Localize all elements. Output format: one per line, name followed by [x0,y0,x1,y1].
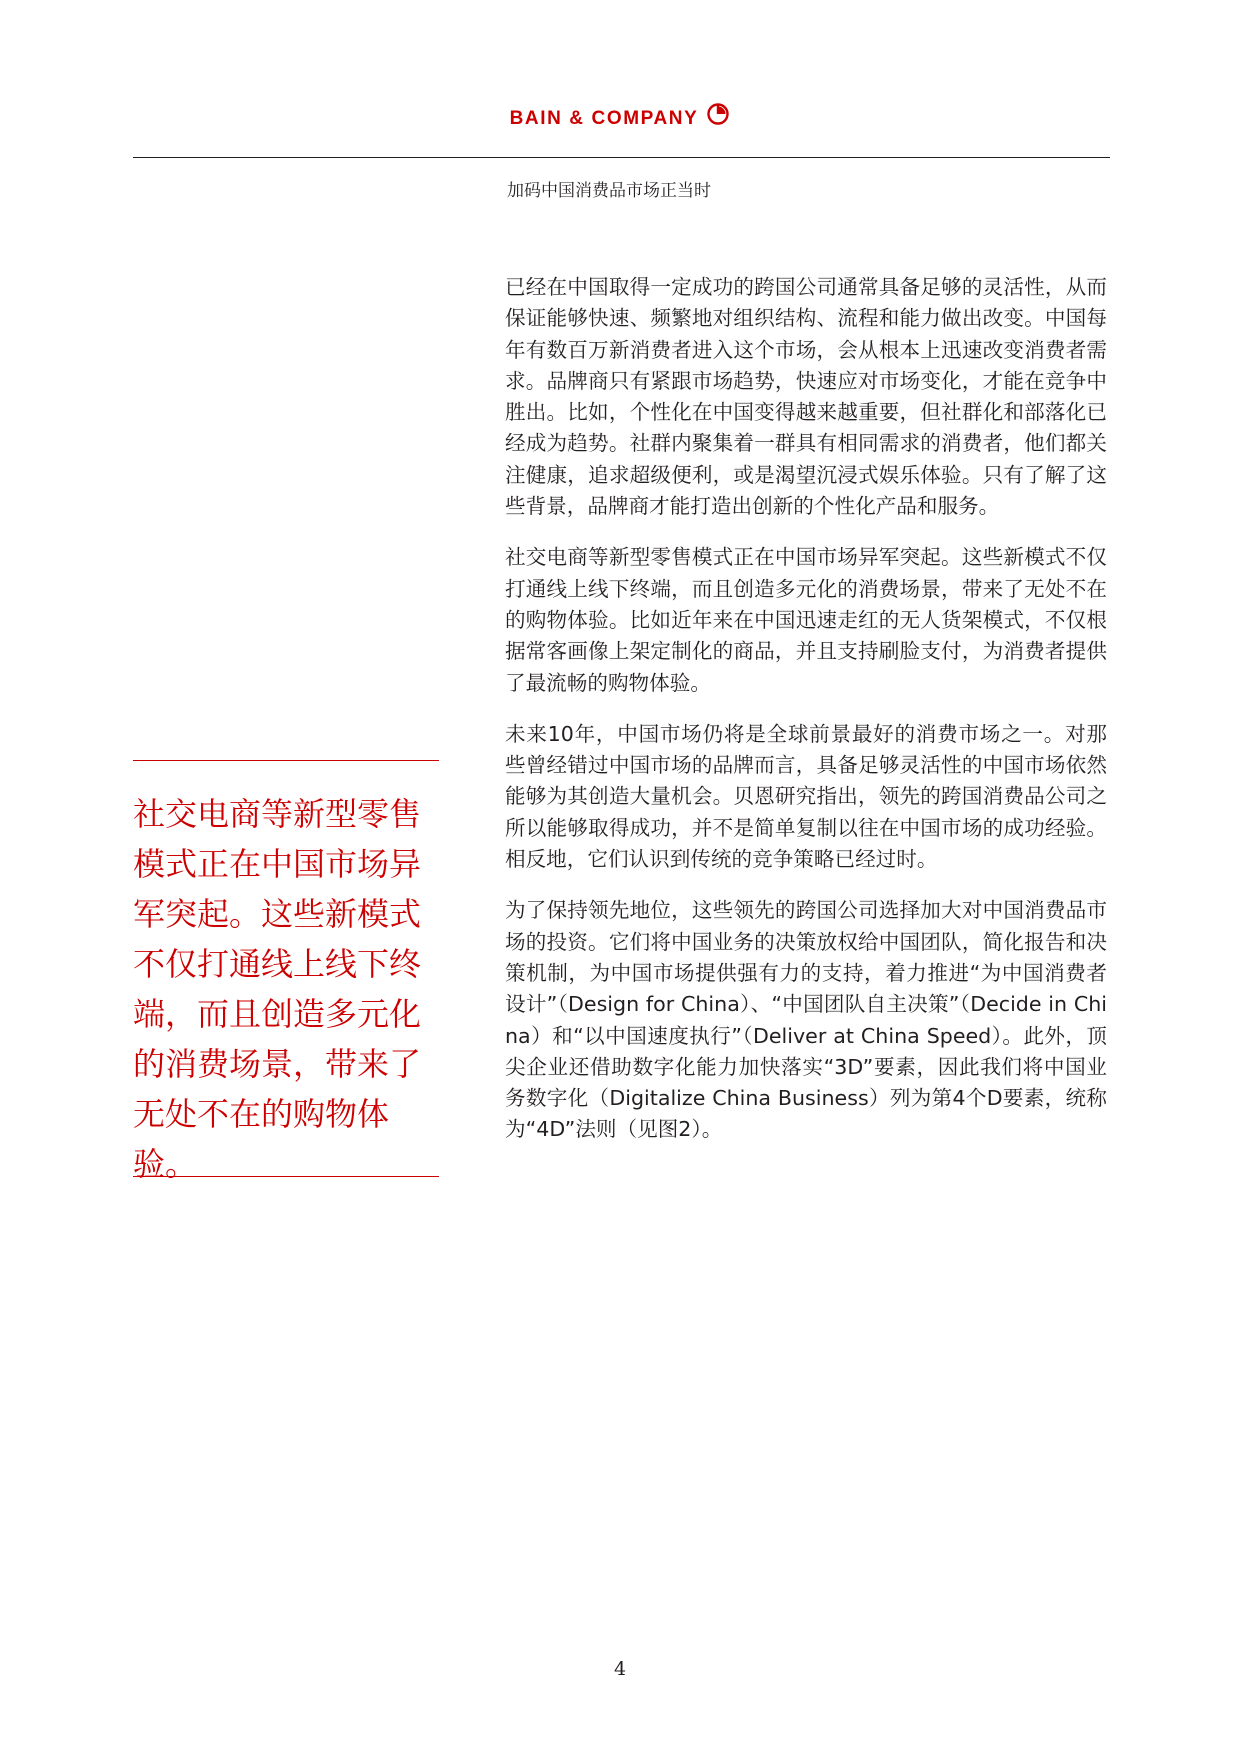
body-paragraph: 已经在中国取得一定成功的跨国公司通常具备足够的灵活性，从而保证能够快速、频繁地对组织结构、流程和能力做出改变。中国每年有数百万新消费者进入这个市场，会从根本上迅速改变消费者需求。品牌商只有紧跟市场趋势，快速应对市场变化，才能在竞争中胜出。比如，个性化在中国变得越来越重要，但社群化和部落化已经成为趋势。社群内聚集着一群具有相同需求的消费者，他们都关注健康，追求超级便利，或是渴望沉浸式娱乐体验。只有了解了这些背景，品牌商才能打造出创新的个性化产品和服务。 [505,275,1107,519]
page-number: 4 [613,1658,627,1680]
pullquote-top-rule [133,760,439,761]
brand-header [0,106,1240,132]
header-divider [133,157,1110,158]
pullquote-bottom-rule [133,1176,439,1177]
body-paragraph: 未来10年，中国市场仍将是全球前景最好的消费市场之一。对那些曾经错过中国市场的品牌而言，具备足够灵活性的中国市场依然能够为其创造大量机会。贝恩研究指出，领先的跨国消费品公司之所以能够取得成功，并不是简单复制以往在中国市场的成功经验。相反地，它们认识到传统的竞争策略已经过时。 [505,721,1107,872]
bain-circle-logo-icon [706,102,730,132]
pullquote: 社交电商等新型零售模式正在中国市场异军突起。这些新模式不仅打通线上线下终端，而且创造多元化的消费场景，带来了无处不在的购物体验。 [133,795,422,1183]
running-head-title: 加码中国消费品市场正当时 [507,181,711,201]
brand-name: BAIN & COMPANY [509,108,699,130]
body-text-column [505,272,1107,1166]
body-paragraph: 社交电商等新型零售模式正在中国市场异军突起。这些新模式不仅打通线上线下终端，而且创造多元化的消费场景，带来了无处不在的购物体验。比如近年来在中国迅速走红的无人货架模式，不仅根据常客画像上架定制化的商品，并且支持刷脸支付，为消费者提供了最流畅的购物体验。 [505,545,1107,695]
body-paragraph: 为了保持领先地位，这些领先的跨国公司选择加大对中国消费品市场的投资。它们将中国业务的决策放权给中国团队，简化报告和决策机制，为中国市场提供强有力的支持，着力推进“为中国消费者设计”（Design for China）、“中国团队自主决策”（Decide in China）和“以中国速度执行”（Deliver at China Speed）。此外，顶尖企业还借助数字化能力加快落实“3D”要素，因此我们将中国业务数字化（Digitalize China Business）列为第4个D要素，统称为“4D”法则（见图2）。 [505,898,1107,1142]
